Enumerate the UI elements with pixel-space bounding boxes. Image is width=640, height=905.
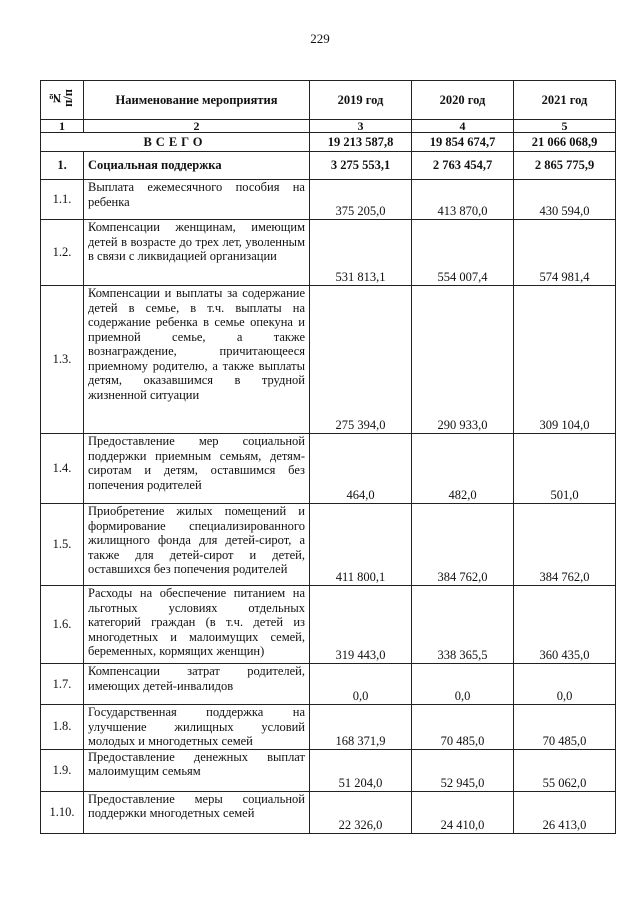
row-value-2019: 375 205,0: [310, 180, 412, 220]
header-num: [41, 81, 84, 120]
row-number: 1.2.: [41, 220, 84, 286]
row-value-2019: 0,0: [310, 664, 412, 705]
row-value-2020: 482,0: [412, 434, 514, 504]
table-row: [41, 180, 616, 220]
row-value-2019: 51 204,0: [310, 749, 412, 791]
section-value-2021: 2 865 775,9: [514, 152, 616, 180]
table-row: [41, 586, 616, 664]
row-name: Компенсации и выплаты за содержание детей в семье, в т.ч. выплаты на содержание ребенка в семье опекуна и приемной семье, а также вознаграждение, причитающееся приемному родителю, а также выплаты детям, оказавшимся в трудной жизненной ситуации: [84, 286, 310, 434]
row-number: 1.10.: [41, 791, 84, 833]
section-row: [41, 152, 616, 180]
row-value-2021: 501,0: [514, 434, 616, 504]
table-row: [41, 664, 616, 705]
row-value-2021: 430 594,0: [514, 180, 616, 220]
row-value-2021: 55 062,0: [514, 749, 616, 791]
row-name: Приобретение жилых помещений и формирование специализированного жилищного фонда для детей-сирот, а также для детей-сирот и детей, оставшихся без попечения родителей: [84, 504, 310, 586]
row-value-2020: 384 762,0: [412, 504, 514, 586]
table-header-row: [41, 81, 616, 120]
row-value-2020: 290 933,0: [412, 286, 514, 434]
row-name: Предоставление денежных выплат малоимущим семьям: [84, 749, 310, 791]
row-value-2021: 384 762,0: [514, 504, 616, 586]
row-value-2020: 70 485,0: [412, 705, 514, 750]
header-name: Наименование мероприятия: [84, 81, 310, 120]
row-value-2019: 319 443,0: [310, 586, 412, 664]
row-name: Компенсации женщинам, имеющим детей в возрасте до трех лет, уволенным в связи с ликвидацией организации: [84, 220, 310, 286]
row-number: 1.4.: [41, 434, 84, 504]
row-value-2019: 22 326,0: [310, 791, 412, 833]
row-name: Выплата ежемесячного пособия на ребенка: [84, 180, 310, 220]
header-num-label: № п/п: [47, 89, 75, 107]
table-row: [41, 504, 616, 586]
row-number: 1.8.: [41, 705, 84, 750]
table-row: [41, 286, 616, 434]
page-number: 229: [310, 31, 330, 46]
row-value-2020: 52 945,0: [412, 749, 514, 791]
row-number: 1.5.: [41, 504, 84, 586]
column-number: 1: [41, 120, 84, 133]
row-name: Предоставление меры социальной поддержки многодетных семей: [84, 791, 310, 833]
table-row: [41, 749, 616, 791]
row-value-2020: 413 870,0: [412, 180, 514, 220]
table-row: [41, 791, 616, 833]
row-value-2019: 464,0: [310, 434, 412, 504]
total-value-2019: 19 213 587,8: [310, 133, 412, 152]
row-name: Расходы на обеспечение питанием на льготных условиях отдельных категорий граждан (в т.ч. детей из многодетных и малоимущих семей, беременных, кормящих женщин): [84, 586, 310, 664]
row-value-2021: 0,0: [514, 664, 616, 705]
row-value-2020: 0,0: [412, 664, 514, 705]
column-number-row: [41, 120, 616, 133]
column-number: 2: [84, 120, 310, 133]
column-number: 5: [514, 120, 616, 133]
row-number: 1.7.: [41, 664, 84, 705]
row-value-2019: 275 394,0: [310, 286, 412, 434]
table-row: [41, 434, 616, 504]
section-name: Социальная поддержка: [84, 152, 310, 180]
total-row: [41, 133, 616, 152]
column-number: 4: [412, 120, 514, 133]
total-value-2020: 19 854 674,7: [412, 133, 514, 152]
row-name: Государственная поддержка на улучшение жилищных условий молодых и многодетных семей: [84, 705, 310, 750]
section-value-2019: 3 275 553,1: [310, 152, 412, 180]
column-number: 3: [310, 120, 412, 133]
row-value-2020: 338 365,5: [412, 586, 514, 664]
row-number: 1.3.: [41, 286, 84, 434]
row-value-2021: 309 104,0: [514, 286, 616, 434]
row-number: 1.6.: [41, 586, 84, 664]
row-name: Предоставление мер социальной поддержки приемным семьям, детям-сиротам и детям, оставшимся без попечения родителей: [84, 434, 310, 504]
row-value-2021: 26 413,0: [514, 791, 616, 833]
header-year-2020: 2020 год: [412, 81, 514, 120]
row-value-2020: 24 410,0: [412, 791, 514, 833]
row-value-2019: 531 813,1: [310, 220, 412, 286]
section-number: 1.: [41, 152, 84, 180]
row-name: Компенсации затрат родителей, имеющих детей-инвалидов: [84, 664, 310, 705]
row-value-2021: 574 981,4: [514, 220, 616, 286]
row-number: 1.9.: [41, 749, 84, 791]
section-value-2020: 2 763 454,7: [412, 152, 514, 180]
table-row: [41, 705, 616, 750]
total-value-2021: 21 066 068,9: [514, 133, 616, 152]
row-value-2021: 70 485,0: [514, 705, 616, 750]
total-label: ВСЕГО: [41, 133, 310, 152]
header-year-2019: 2019 год: [310, 81, 412, 120]
row-value-2019: 411 800,1: [310, 504, 412, 586]
row-number: 1.1.: [41, 180, 84, 220]
row-value-2021: 360 435,0: [514, 586, 616, 664]
expenditure-table: [40, 80, 616, 834]
header-year-2021: 2021 год: [514, 81, 616, 120]
row-value-2020: 554 007,4: [412, 220, 514, 286]
table-row: [41, 220, 616, 286]
row-value-2019: 168 371,9: [310, 705, 412, 750]
